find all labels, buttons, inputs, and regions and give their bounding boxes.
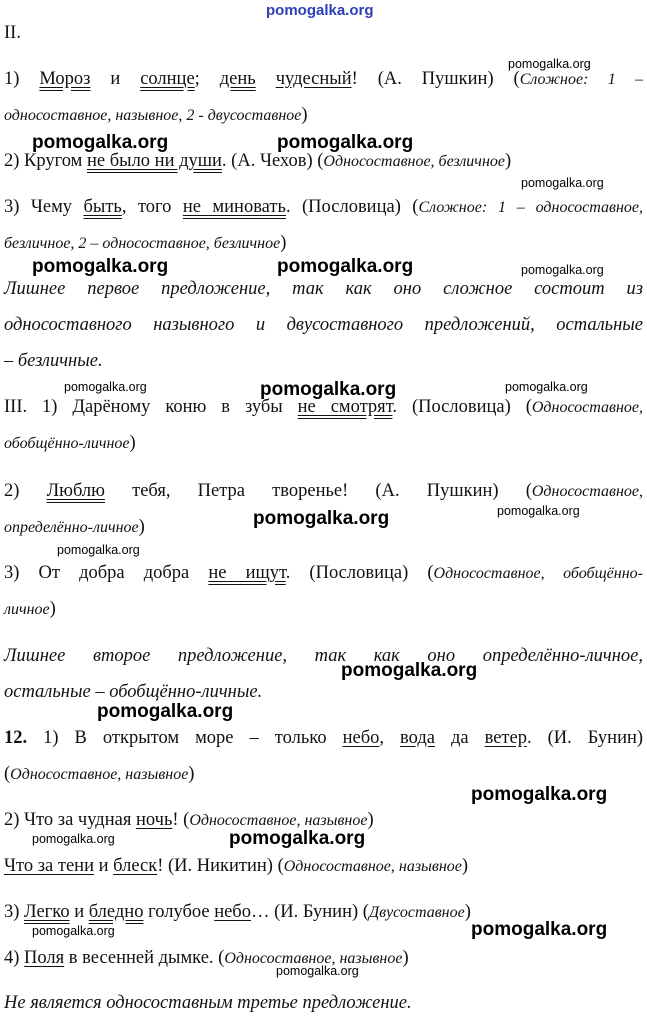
s3-sentence-3: 3) От добра добра не ищут. (Пословица) (Односоставное, обобщённо- [4,563,643,583]
watermark: pomogalka.org [32,924,115,938]
watermark: pomogalka.org [97,701,234,722]
s3-sentence-2: 2) Люблю тебя, Петра творенье! (А. Пушкин) (Односоставное, [4,481,643,501]
watermark: pomogalka.org [64,380,147,394]
s3-sentence-2-cont: определённо-личное) [4,517,145,537]
s2-sentence-1-cont: односоставное, назывное, 2 - двусоставное) [4,105,308,125]
watermark: pomogalka.org [32,832,115,846]
watermark-top: pomogalka.org [266,2,374,19]
watermark: pomogalka.org [497,504,580,518]
section-2-heading: II. [4,23,21,43]
task12-conclusion: Не является односоставным третье предложение. [4,993,412,1013]
watermark: pomogalka.org [32,256,169,277]
task12-sentence-1-cont: (Односоставное, назывное) [4,764,195,784]
watermark: pomogalka.org [277,132,414,153]
s3-conclusion-1: Лишнее второе предложение, так как оно определённо-личное, [4,646,643,666]
watermark: pomogalka.org [260,379,397,400]
s2-sentence-1: 1) Мороз и солнце; день чудесный! (А. Пушкин) (Сложное: 1 – [4,69,644,89]
watermark: pomogalka.org [521,263,604,277]
s3-sentence-3-cont: личное) [4,599,56,619]
watermark: pomogalka.org [505,380,588,394]
task12-sentence-1: 12. 1) В открытом море – только небо, вода да ветер. (И. Бунин) [4,728,644,748]
task-number: 12. [4,728,28,748]
s2-conclusion-3: – безличные. [4,351,103,371]
s2-sentence-3-cont: безличное, 2 – односоставное, безличное) [4,233,287,253]
s3-sentence-1: III. 1) Дарёному коню в зубы не смотрят. (Пословица) (Односоставное, [4,397,643,417]
watermark: pomogalka.org [32,132,169,153]
s2-sentence-2: 2) Кругом не было ни души. (А. Чехов) (Односоставное, безличное) [4,151,512,171]
watermark: pomogalka.org [341,660,478,681]
s2-conclusion-1: Лишнее первое предложение, так как оно сложное состоит из [4,279,643,299]
watermark: pomogalka.org [253,508,390,529]
s2-sentence-3: 3) Чему быть, того не миновать. (Пословица) (Сложное: 1 – односоставное, [4,197,643,217]
watermark: pomogalka.org [276,964,359,978]
s2-conclusion-2: односоставного назывного и двусоставного предложений, остальные [4,315,643,335]
watermark: pomogalka.org [277,256,414,277]
task12-sentence-3: 3) Легко и бледно голубое небо… (И. Бунин) (Двусоставное) [4,902,471,922]
task12-sentence-2: 2) Что за чудная ночь! (Односоставное, назывное) [4,810,374,830]
task12-sentence-4: 4) Поля в весенней дымке. (Односоставное, назывное) [4,948,409,968]
watermark: pomogalka.org [471,919,608,940]
watermark: pomogalka.org [521,176,604,190]
task12-sentence-2b: Что за тени и блеск! (И. Никитин) (Односоставное, назывное) [4,856,469,876]
s3-conclusion-2: остальные – обобщённо-личные. [4,682,263,702]
watermark: pomogalka.org [508,57,591,71]
s3-sentence-1-cont: обобщённо-личное) [4,433,136,453]
watermark: pomogalka.org [229,828,366,849]
watermark: pomogalka.org [471,784,608,805]
watermark: pomogalka.org [57,543,140,557]
